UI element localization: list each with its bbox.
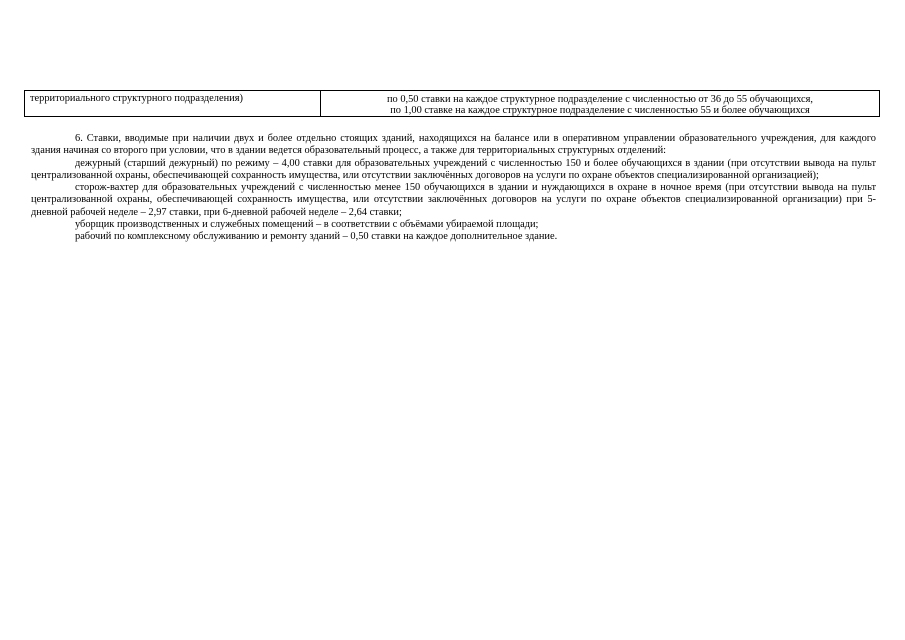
paragraph-cleaner: уборщик производственных и служебных помещений – в соответствии с объёмами убираемой площади; <box>75 219 539 231</box>
paragraph-item-6: 6. Ставки, вводимые при наличии двух и более отдельно стоящих зданий, находящихся на балансе или в оперативном управлении образовательного учреждения, для каждого здания начиная со второго при условии, что в здании ведется образовательный процесс, а также для территориальных структурных отделений: <box>31 133 876 157</box>
table-cell-line: по 1,00 ставке на каждое структурное подразделение с численностью 55 и более обучающихся <box>390 105 810 116</box>
table-cell-line: по 0,50 ставки на каждое структурное подразделение с численностью от 36 до 55 обучающихся, <box>386 94 814 105</box>
document-body <box>31 133 876 244</box>
table-row <box>24 90 880 117</box>
table-cell-right <box>321 91 879 116</box>
paragraph-maintenance-worker: рабочий по комплексному обслуживанию и ремонту зданий – 0,50 ставки на каждое дополнительное здание. <box>75 231 558 243</box>
paragraph-watchman: сторож-вахтер для образовательных учреждений с численностью менее 150 обучающихся в здании и нуждающихся в охране в ночное время (при отсутствии вывода на пульт централизованной охраны, обеспечивающей сохранность имущества, или отсутствии заключённых договоров на услуги по охране объектов специализированной организации) при 5-дневной рабочей неделе – 2,97 ставки, при 6-дневной рабочей неделе – 2,64 ставки; <box>31 182 876 218</box>
table-cell-left: территориального структурного подразделения) <box>25 91 321 116</box>
paragraph-duty-officer: дежурный (старший дежурный) по режиму – 4,00 ставки для образовательных учреждений с численностью 150 и более обучающихся в здании (при отсутствии вывода на пульт централизованной охраны, обеспечивающей сохранность имущества, или отсутствии заключённых договоров на услуги по охране объектов специализированной организацией); <box>31 157 876 181</box>
